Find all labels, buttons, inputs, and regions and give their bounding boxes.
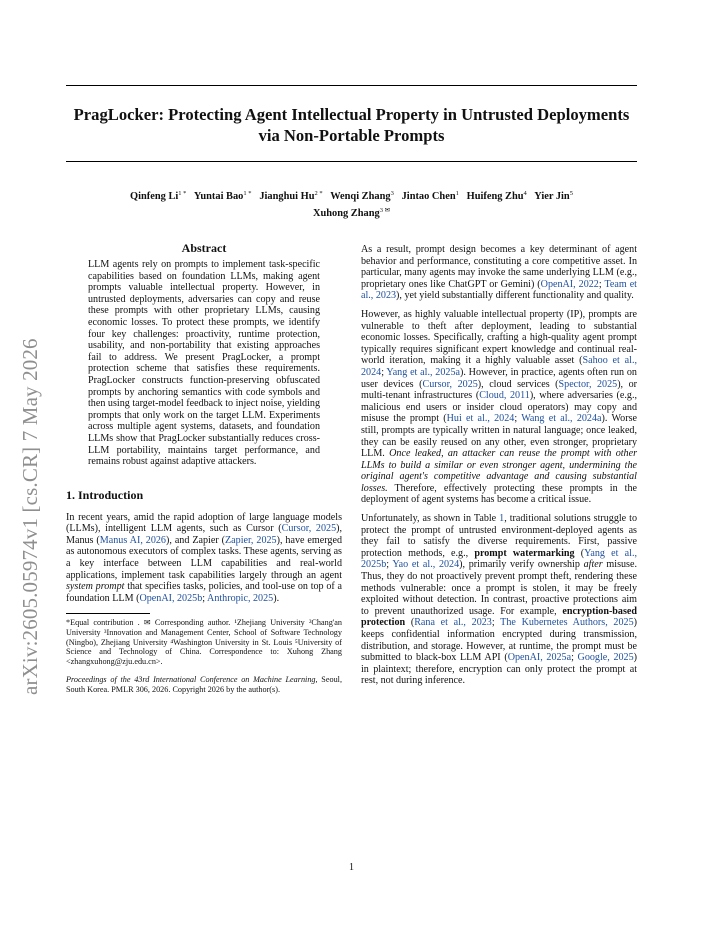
citation-link[interactable]: Spector, 2025 bbox=[558, 378, 618, 390]
author: Huifeng Zhu$^4$ bbox=[466, 190, 527, 202]
paragraph: However, as highly valuable intellectual property (IP), prompts are vulnerable to theft after deployment, leading to substantial economic losses. Specifically, crafting a high-quality agent prompt typically requires significant expert knowledge and continual real-world iteration, making it a highly valuable asset (Sahoo et al., 2024; Yang et al., 2025a). However, in practice, agents often run on user devices (Cursor, 2025), cloud services (Spector, 2025), or multi-tenant infrastructures (Cloud, 2011), where adversaries (e.g., malicious end users or insider cloud operators) may copy and misuse the prompt (Hui et al., 2024; Wang et al., 2024a). Worse still, prompts are typically written in natural language; once leaked, they can be easily reused on any other, even stronger, proprietary LLM. Once leaked, an attacker can reuse the prompt with other LLMs to build a similar or even stronger agent, undermining the original agent's competitive advantage and causing substantial losses. Therefore, effectively protecting these prompts in the deployment of agent systems has become a critical issue. bbox=[361, 308, 637, 506]
citation-link[interactable]: Cursor, 2025 bbox=[422, 378, 478, 390]
citation-link[interactable]: Team et al., 2023 bbox=[361, 278, 637, 302]
author-list bbox=[66, 187, 637, 220]
arxiv-stamp[interactable]: arXiv:2605.05974v1 [cs.CR] 7 May 2026 bbox=[18, 338, 42, 695]
citation-link[interactable]: Yang et al., 2025b bbox=[361, 547, 637, 571]
author: Qinfeng $Li^{1 *}$ bbox=[130, 190, 187, 202]
citation-link[interactable]: Rana et al., 2023 bbox=[414, 617, 492, 629]
top-rule bbox=[66, 85, 637, 86]
left-column bbox=[66, 241, 342, 704]
author: Jianghui $Hu^{2 *}$ bbox=[259, 190, 323, 202]
citation-link[interactable]: Sahoo et al., 2024 bbox=[361, 355, 637, 378]
paper-title: PragLocker: Protecting Agent Intellectual Property in Untrusted Deployments via Non-Portable Prompts bbox=[73, 105, 630, 145]
affiliation-footnote: *Equal contribution . ✉ Corresponding author. ¹Zhejiang University ²Chang'an University ³Innovation and Management Center, School of Software Technology (Ningbo), Zhejiang University ⁴Washington University in St. Louis ⁵University of Science and Technology of China. Correspondence to: Xuhong Zhang <zhangxuhong@zju.edu.cn>. bbox=[66, 618, 342, 666]
citation-link[interactable]: OpenAI, 2025a bbox=[507, 652, 572, 664]
citation-link[interactable]: Manus AI, 2026 bbox=[99, 534, 166, 546]
footnote-rule bbox=[66, 613, 150, 614]
citation-link[interactable]: The Kubernetes Authors, 2025 bbox=[500, 617, 634, 629]
author: Jintao Chen$^1$ bbox=[401, 190, 459, 202]
proceedings-footnote: Proceedings of the 43rd International Conference on Machine Learning, Seoul, South Korea. PMLR 306, 2026. Copyright 2026 by the author(s). bbox=[66, 675, 342, 694]
citation-link[interactable]: Wang et al., 2024a bbox=[521, 413, 602, 425]
citation-link[interactable]: OpenAI, 2022 bbox=[540, 278, 599, 290]
citation-link[interactable]: Zapier, 2025 bbox=[225, 534, 277, 546]
page-number: 1 bbox=[349, 862, 354, 873]
right-column bbox=[361, 244, 637, 694]
citation-link[interactable]: Cursor, 2025 bbox=[281, 523, 337, 535]
author: Yuntai Bao$^{1 *}$ bbox=[193, 190, 252, 202]
citation-link[interactable]: Yao et al., 2024 bbox=[392, 559, 460, 571]
author: Yier Jin$^5$ bbox=[534, 190, 573, 202]
citation-link[interactable]: Yang et al., 2025a bbox=[386, 366, 460, 378]
citation-link[interactable]: Hui et al., 2024 bbox=[446, 413, 515, 425]
citation-link[interactable]: Cloud, 2011 bbox=[479, 390, 530, 402]
title-rule bbox=[66, 161, 637, 162]
author: Xuhong Zhang$^{3 ✉}$ bbox=[312, 206, 391, 219]
author: Wenqi Zhang$^3$ bbox=[330, 190, 394, 202]
paragraph: Unfortunately, as shown in Table 1, traditional solutions struggle to protect the prompt of untrusted environment-deployed agents as they fail to satisfy the diverse requirements. First, passive protection methods, e.g., prompt watermarking (Yang et al., 2025b; Yao et al., 2024), primarily verify ownership after misuse. Thus, they do not proactively prevent prompt theft, rendering these methods vulnerable: once a prompt is stolen, it may be freely exploited without detection. In contrast, proactive protections aim to prevent unauthorized usage. For example, encryption-based protection (Rana et al., 2023; The Kubernetes Authors, 2025) keeps confidential information encrypted during transmission, distribution, and storage. However, at runtime, the prompt must be submitted to black-box LLM API (OpenAI, 2025a; Google, 2025) in plaintext; therefore, encryption can only protect the prompt at rest, not during inference. bbox=[361, 513, 638, 687]
table-ref-link[interactable]: 1 bbox=[499, 513, 505, 525]
paragraph: In recent years, amid the rapid adoption of large language models (LLMs), intelligent LLM agents, such as Cursor (Cursor, 2025), Manus (Manus AI, 2026), and Zapier (Zapier, 2025), have emerged as autonomous executors of complex tasks. These agents, serving as a key interface between LLM capabilities and real-world applications, implement task capabilities largely through an agent system prompt that specifies tasks, policies, and tool-use on top of a foundation LLM (OpenAI, 2025b; Anthropic, 2025). bbox=[66, 511, 343, 604]
abstract-text: LLM agents rely on prompts to implement task-specific capabilities based on foundation LLMs, making agent prompts valuable intellectual property. However, in untrusted deployments, adversaries can copy and reuse these prompts with other proprietary LLMs, causing economic losses. To protect these prompts, we identify four key challenges: proactivity, runtime protection, usability, and non-portability that existing approaches fail to address. We present PragLocker, a prompt protection scheme that satisfies these requirements. PragLocker constructs function-preserving obfuscated prompts by anchoring semantics with code symbols and then using target-model feedback to inject noise, yielding prompts that only work on the target LLM. Experiments across multiple agent systems, datasets, and foundation LLMs show that PragLocker substantially reduces cross-LLM portability, maintains target performance, and remains robust against adaptive attackers. bbox=[88, 259, 320, 468]
citation-link[interactable]: Anthropic, 2025 bbox=[207, 592, 274, 604]
section-heading: 1. Introduction bbox=[66, 487, 144, 502]
abstract-heading: Abstract bbox=[181, 241, 227, 255]
paragraph: As a result, prompt design becomes a key determinant of agent behavior and performance, constituting a core competitive asset. In particular, many agents may invoke the same underlying LLM (e.g., proprietary ones like ChatGPT or Gemini) (OpenAI, 2022; Team et al., 2023), yet yield substantially different functionality and quality. bbox=[361, 244, 637, 302]
citation-link[interactable]: Google, 2025 bbox=[577, 652, 634, 664]
citation-link[interactable]: OpenAI, 2025b bbox=[139, 592, 203, 604]
